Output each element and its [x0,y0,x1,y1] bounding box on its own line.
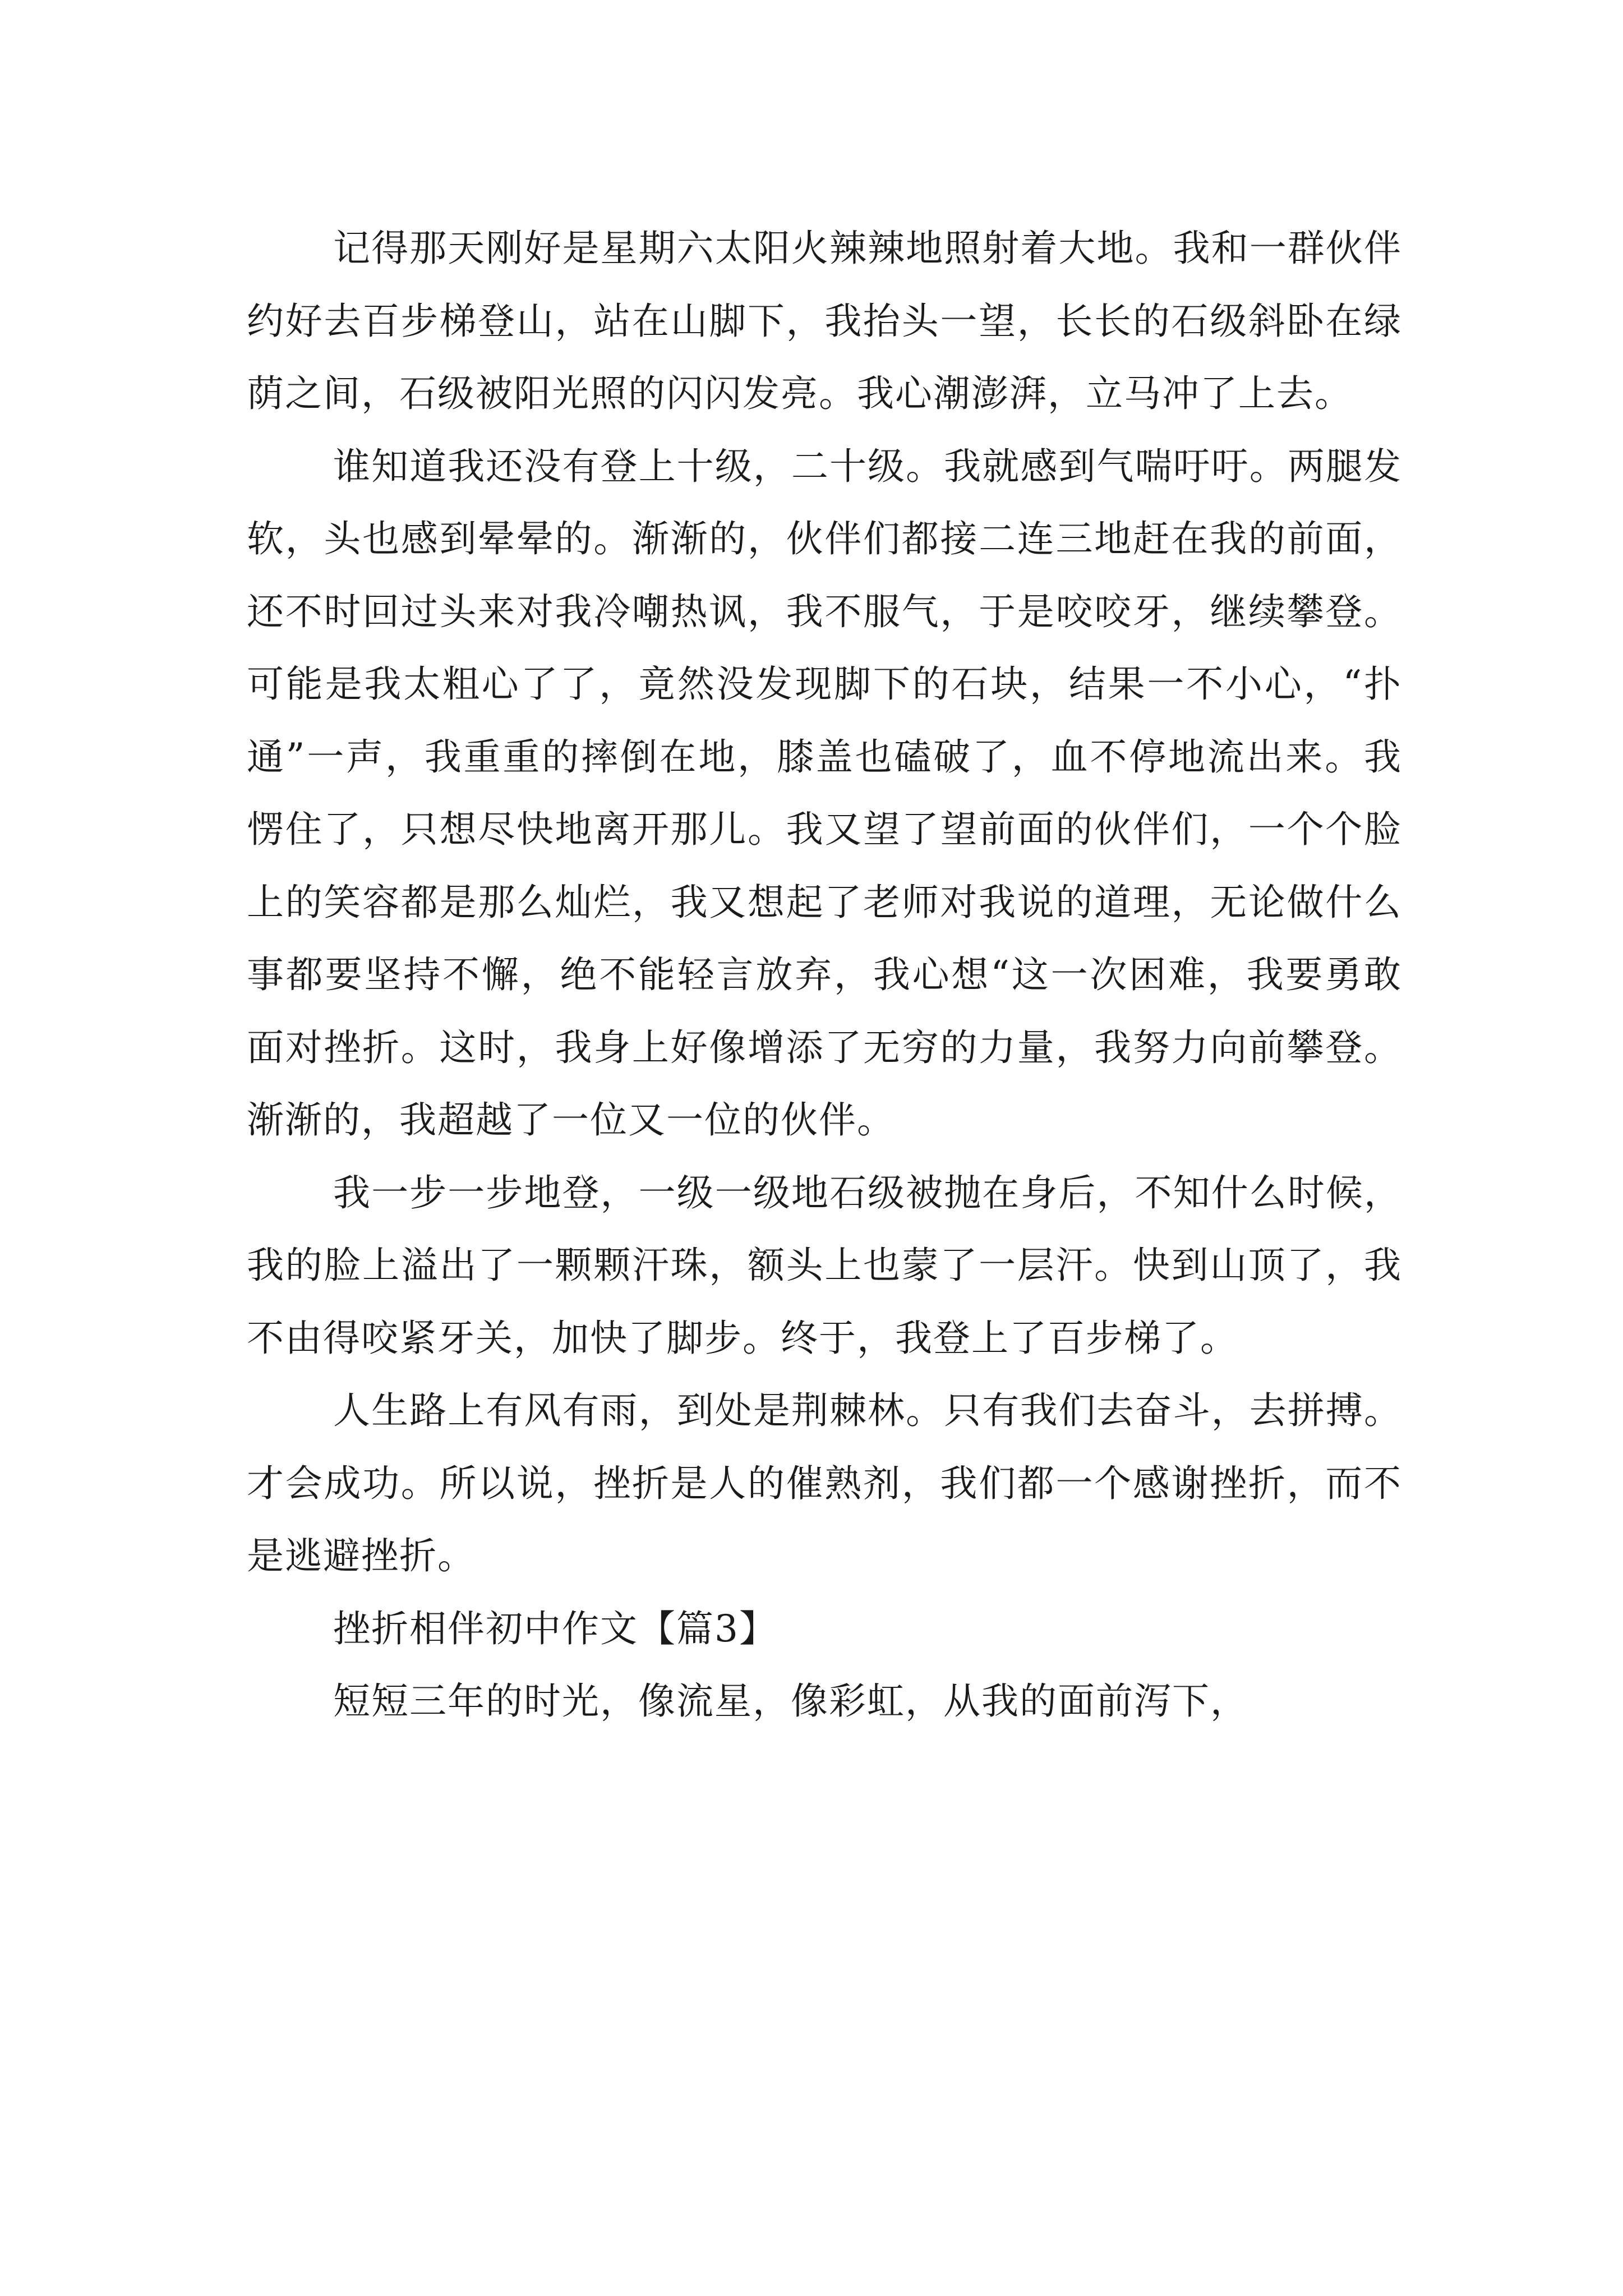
paragraph-reaching-top: 我一步一步地登，一级一级地石级被抛在身后，不知什么时候，我的脸上溢出了一颗颗汗珠，额头上也蒙了一层汗。快到山顶了，我不由得咬紧牙关，加快了脚步。终于，我登上了百步梯了。 [247,1171,1402,1360]
paragraph-climbing-start: 记得那天刚好是星期六太阳火辣辣地照射着大地。我和一群伙伴约好去百步梯登山，站在山脚下，我抬头一望，长长的石级斜卧在绿荫之间，石级被阳光照的闪闪发亮。我心潮澎湃，立马冲了上去。 [247,227,1402,415]
paragraph-next-essay-start: 短短三年的时光，像流星，像彩虹，从我的面前泻下， [333,1680,1248,1723]
paragraph-conclusion: 人生路上有风有雨，到处是荆棘林。只有我们去奋斗，去拼搏。才会成功。所以说，挫折是人的催熟剂，我们都一个感谢挫折，而不是逃避挫折。 [247,1389,1402,1577]
paragraph-setback: 谁知道我还没有登上十级，二十级。我就感到气喘吁吁。两腿发软，头也感到晕晕的。渐渐的，伙伴们都接二连三地赶在我的前面，还不时回过头来对我冷嘲热讽，我不服气，于是咬咬牙，继续攀登。可能是我太粗心了了，竟然没发现脚下的石块，结果一不小心，“扑通”一声，我重重的摔倒在地，膝盖也磕破了，血不停地流出来。我愣住了，只想尽快地离开那儿。我又望了望前面的伙伴们，一个个脸上的笑容都是那么灿烂，我又想起了老师对我说的道理，无论做什么事都要坚持不懈，绝不能轻言放弃，我心想“这一次困难，我要勇敢面对挫折。这时，我身上好像增添了无穷的力量，我努力向前攀登。渐渐的，我超越了一位又一位的伙伴。 [247,444,1402,1142]
section-heading: 挫折相伴初中作文【篇3】 [333,1607,777,1650]
document-body [247,212,1402,1738]
